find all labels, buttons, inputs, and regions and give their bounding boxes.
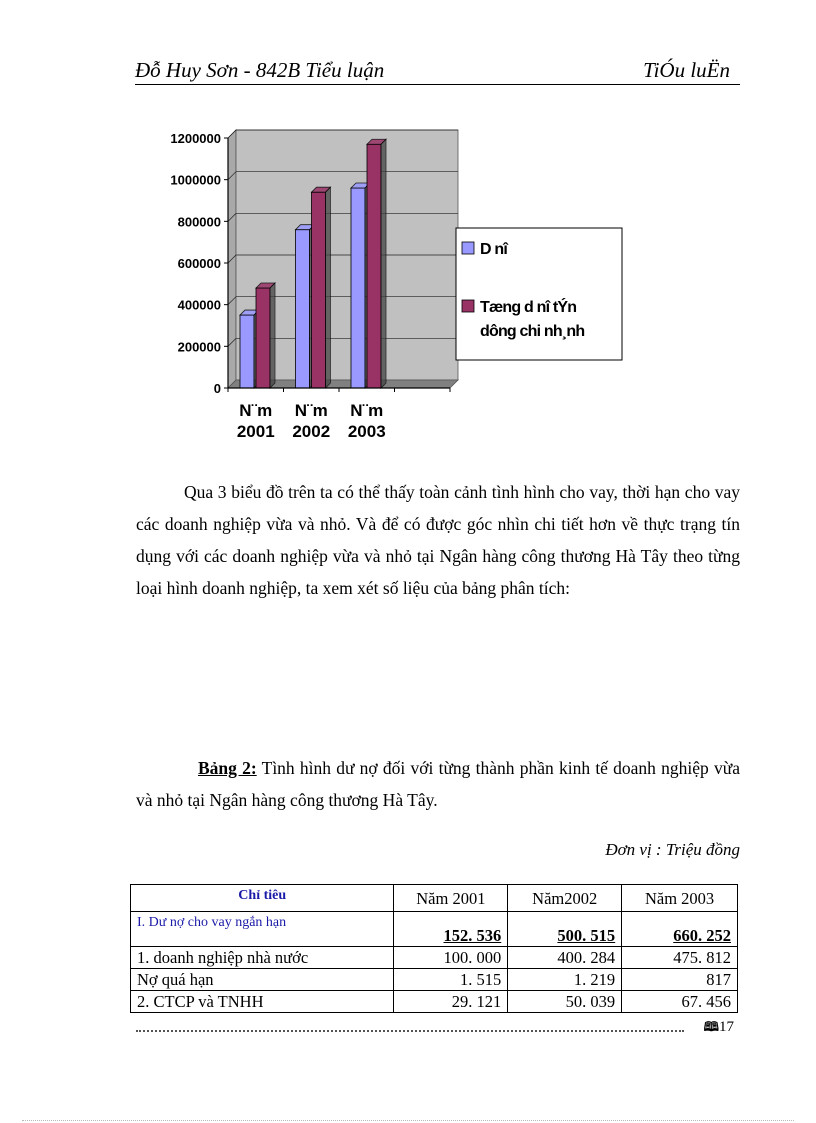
row-value: 50. 039: [508, 991, 622, 1013]
legend-swatch: [462, 300, 474, 312]
unit-note: Đơn vị : Triệu đồng: [605, 840, 740, 859]
table-row: [131, 947, 738, 969]
row-value: 1. 219: [508, 969, 622, 991]
debt-table: [130, 884, 738, 1013]
bar-tong-du-no-2: [312, 187, 331, 388]
book-icon: 🕮: [703, 1019, 719, 1034]
table-caption-label: Bảng 2:: [198, 758, 257, 778]
row-value: 817: [622, 969, 738, 991]
header-title: TiÓu luËn: [643, 58, 730, 82]
x-tick-label: N¨m 2003: [347, 401, 386, 441]
section-label: I. Dư nợ cho vay ngắn hạn: [131, 912, 394, 947]
table-row: [131, 991, 738, 1013]
section-value: 500. 515: [508, 912, 622, 947]
row-value: 67. 456: [622, 991, 738, 1013]
section-value: 660. 252: [622, 912, 738, 947]
y-tick-label: 400000: [177, 297, 221, 313]
row-value: 1. 515: [394, 969, 508, 991]
header-cell: Chỉ tiêu: [131, 885, 394, 912]
table-caption-text: Tình hình dư nợ đối với từng thành phần kinh tế doanh nghiệp vừa và nhỏ tại Ngân hàng công thương Hà Tây.: [136, 758, 741, 810]
row-value: 400. 284: [508, 947, 622, 969]
legend-label: D nî: [480, 241, 508, 258]
header-cell: Năm2002: [508, 885, 622, 912]
header-author: Đỗ Huy Sơn - 842B Tiểu luận: [135, 58, 385, 82]
legend-label: Tæng d nî tÝn dông chi nh¸nh: [480, 299, 585, 340]
bar-tong-du-no-1: [256, 283, 275, 388]
row-value: 100. 000: [394, 947, 508, 969]
row-label: Nợ quá hạn: [131, 969, 394, 991]
page-bottom-border: [22, 1120, 794, 1121]
x-tick-label: N¨m 2002: [292, 401, 331, 441]
y-tick-label: 0: [213, 381, 221, 396]
table-header-row: [131, 885, 738, 912]
page-header: [135, 56, 740, 85]
row-label: 2. CTCP và TNHH: [131, 991, 394, 1013]
y-tick-label: 1000000: [170, 172, 221, 188]
page-number: 🕮17: [703, 1019, 734, 1035]
header-cell: Năm 2001: [394, 885, 508, 912]
intro-paragraph: Qua 3 biểu đồ trên ta có thể thấy toàn cảnh tình hình cho vay, thời hạn cho vay các doanh nghiệp vừa và nhỏ. Và để có được góc nhìn chi tiết hơn về thực trạng tín dụng với các doanh nghiệp vừa và nhỏ tại Ngân hàng công thương Hà Tây theo từng loại hình doanh nghiệp, ta xem xét số liệu của bảng phân tích:: [136, 482, 740, 598]
row-value: 475. 812: [622, 947, 738, 969]
table-section-row: [131, 912, 738, 947]
table-caption: [136, 752, 740, 816]
y-tick-label: 200000: [177, 339, 221, 355]
chart-y-ticks: [170, 131, 228, 396]
chart-legend: [456, 228, 622, 360]
x-tick-label: N¨m 2001: [236, 401, 275, 441]
row-value: 29. 121: [394, 991, 508, 1013]
y-tick-label: 600000: [177, 256, 221, 271]
bar-tong-du-no-3: [367, 139, 386, 388]
legend-swatch: [462, 242, 474, 254]
y-tick-label: 1200000: [170, 131, 221, 146]
row-label: 1. doanh nghiệp nhà nước: [131, 947, 394, 969]
section-value: 152. 536: [394, 912, 508, 947]
page-footer: [136, 1018, 740, 1040]
footer-dotted-line: [136, 1030, 684, 1032]
chart-x-ticks: [237, 401, 386, 441]
y-tick-label: 800000: [177, 214, 221, 230]
table-row: [131, 969, 738, 991]
header-cell: Năm 2003: [622, 885, 738, 912]
debt-bar-chart: [150, 118, 630, 458]
